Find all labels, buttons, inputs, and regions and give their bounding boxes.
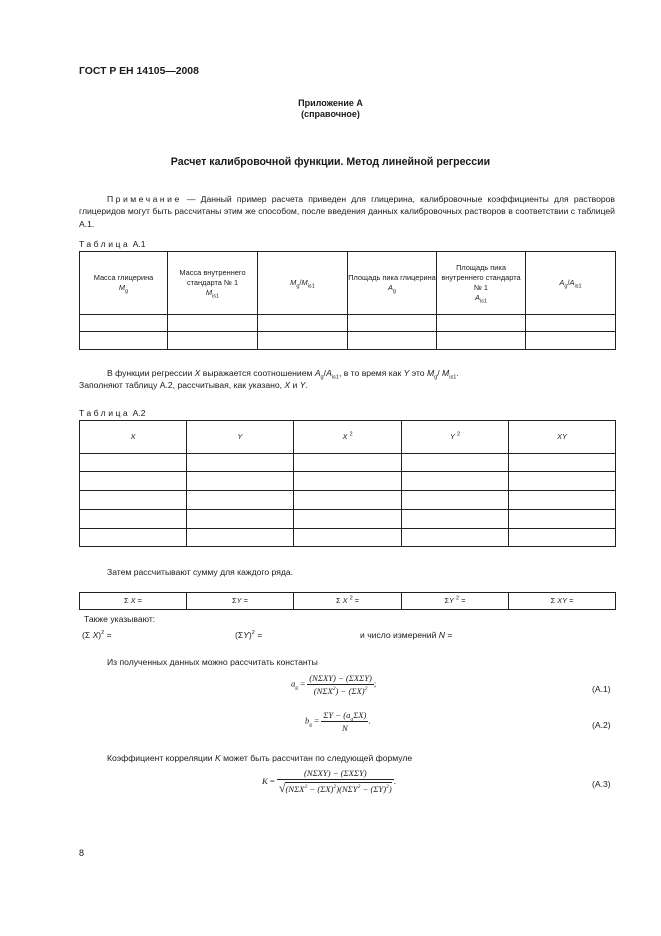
table-cell [509, 529, 616, 547]
table-cell [348, 315, 437, 332]
table-cell [402, 510, 509, 529]
annex-heading [0, 98, 661, 120]
radical-sign: √ [278, 781, 286, 795]
table-cell [80, 529, 187, 547]
table-cell [80, 472, 187, 491]
table-cell [294, 529, 402, 547]
table-cell [294, 491, 402, 510]
table-a1-caption [79, 239, 146, 249]
table-cell [509, 491, 616, 510]
fraction: $\frac{\Sigma Y - (a_g\Sigma X)}{N}$ [323, 710, 367, 733]
caption-label: Таблица [79, 408, 131, 418]
table-row [80, 472, 616, 491]
sum-x: Σ X = [80, 593, 187, 610]
table-cell [187, 491, 294, 510]
equation-number: (А.2) [592, 720, 611, 730]
equation-number: (А.3) [592, 779, 611, 789]
sum-y: ΣY = [187, 593, 294, 610]
fraction: $\frac{\text{(NΣXY) − (ΣXΣY)}}{(N\Sigma X^2) - (\Sigma X)^2}$ [309, 673, 372, 696]
table-row [80, 454, 616, 472]
table-a2-caption [79, 408, 146, 418]
table-cell [187, 472, 294, 491]
table-cell [80, 454, 187, 472]
constants-intro: Из полученных данных можно рассчитать константы [107, 657, 318, 667]
caption-number: А.1 [132, 239, 146, 249]
also-label: Также указывают: [84, 614, 156, 624]
note-text: — Данный пример расчета приведен для глицерина, калибровочные коэффициенты для растворов глицеридов могут быть рассчитаны этим же способом, после введения данных калибровочных растворов в соответствии с таблицей А.1. [79, 194, 615, 229]
table-cell [402, 529, 509, 547]
header-glycerol-mass: Масса глицерина $M_g$ [80, 252, 168, 315]
sum-row [80, 593, 616, 610]
table-cell [526, 332, 616, 350]
table-a1 [79, 251, 616, 350]
sum-table [79, 592, 616, 610]
note-label: Примечание [107, 194, 182, 204]
measurement-count: и число измерений N = [360, 630, 453, 640]
table-cell [294, 454, 402, 472]
header-glycerol-peak-area: Площадь пика глицерина $A_g$ [348, 252, 437, 315]
document-header: ГОСТ Р ЕН 14105—2008 [79, 66, 199, 77]
sum-y-squared: ΣY $^2$ = [402, 593, 509, 610]
note-paragraph [79, 193, 615, 230]
header-y-squared: Y $^2$ [402, 421, 509, 454]
sum-y-squared-total: $(\Sigma Y)^2$ = [235, 630, 263, 640]
table-cell [294, 510, 402, 529]
table-row [80, 491, 616, 510]
sum-x-squared: Σ X $^2$ = [294, 593, 402, 610]
table-cell [187, 510, 294, 529]
page-number: 8 [79, 848, 85, 858]
table-cell [402, 472, 509, 491]
section-title: Расчет калибровочной функции. Метод линейной регрессии [170, 156, 491, 168]
table-cell [526, 315, 616, 332]
table-row [80, 332, 616, 350]
header-standard-peak-area: Площадь пика внутреннего стандарта № 1 $A_{is1}$ [437, 252, 526, 315]
caption-number: А.2 [132, 408, 146, 418]
caption-label: Таблица [79, 239, 131, 249]
table-cell [509, 510, 616, 529]
equation-number: (А.1) [592, 684, 611, 694]
table-cell [187, 529, 294, 547]
header-x-squared: X $^2$ [294, 421, 402, 454]
header-standard-mass: Масса внутреннего стандарта № 1 $M_{is1}$ [168, 252, 258, 315]
table-cell [168, 315, 258, 332]
equation-a3: K = $\frac{\text{(NΣXY) − (ΣXΣY)}}{√(N\Sigma X^2 - (\Sigma X)^2)(N\Sigma Y^2 - (\Sigma Y)^2)}$ . [262, 768, 396, 795]
header-xy: XY [509, 421, 616, 454]
table-cell [80, 332, 168, 350]
correlation-intro: Коэффициент корреляции K может быть рассчитан по следующей формуле [107, 753, 413, 763]
table-cell [80, 510, 187, 529]
table-cell [80, 315, 168, 332]
equation-a1: $a_g$ = $\frac{\text{(NΣXY) − (ΣXΣY)}}{(N\Sigma X^2) - (\Sigma X)^2}$ ; [291, 673, 377, 696]
sum-xy: Σ XY = [509, 593, 616, 610]
header-x: X [80, 421, 187, 454]
table-row [80, 510, 616, 529]
table-a2 [79, 420, 616, 547]
table-header-row [80, 421, 616, 454]
header-mass-ratio: $M_g/M_{is1}$ [258, 252, 348, 315]
table-cell [509, 472, 616, 491]
regression-paragraph: В функции регрессии X выражается соотношением $A_g/A_{is1}$, в то время как Y это $M_g/$ $M_{is1}$. Заполняют таблицу А.2, рассчитывая, как указано, X и Y. [79, 368, 459, 391]
table-header-row [80, 252, 616, 315]
table-cell [258, 315, 348, 332]
fraction: $\frac{\text{(NΣXY) − (ΣXΣY)}}{√(N\Sigma X^2 - (\Sigma X)^2)(N\Sigma Y^2 - (\Sigma Y)^2)}$ [278, 768, 392, 795]
header-y: Y [187, 421, 294, 454]
table-cell [437, 332, 526, 350]
table-cell [437, 315, 526, 332]
sum-x-squared-total: (Σ X)$^2$ = [82, 630, 112, 640]
sum-intro: Затем рассчитывают сумму для каждого ряда. [107, 567, 294, 577]
table-cell [509, 454, 616, 472]
table-cell [348, 332, 437, 350]
table-row [80, 315, 616, 332]
table-cell [187, 454, 294, 472]
table-cell [402, 491, 509, 510]
table-cell [258, 332, 348, 350]
table-cell [168, 332, 258, 350]
table-row [80, 529, 616, 547]
table-cell [402, 454, 509, 472]
equation-a2: $b_g$ = $\frac{\Sigma Y - (a_g\Sigma X)}{N}$ . [305, 710, 371, 733]
annex-subtitle: (справочное) [301, 109, 360, 119]
header-area-ratio: $A_g/A_{is1}$ [526, 252, 616, 315]
annex-title: Приложение А [298, 98, 363, 108]
table-cell [80, 491, 187, 510]
table-cell [294, 472, 402, 491]
